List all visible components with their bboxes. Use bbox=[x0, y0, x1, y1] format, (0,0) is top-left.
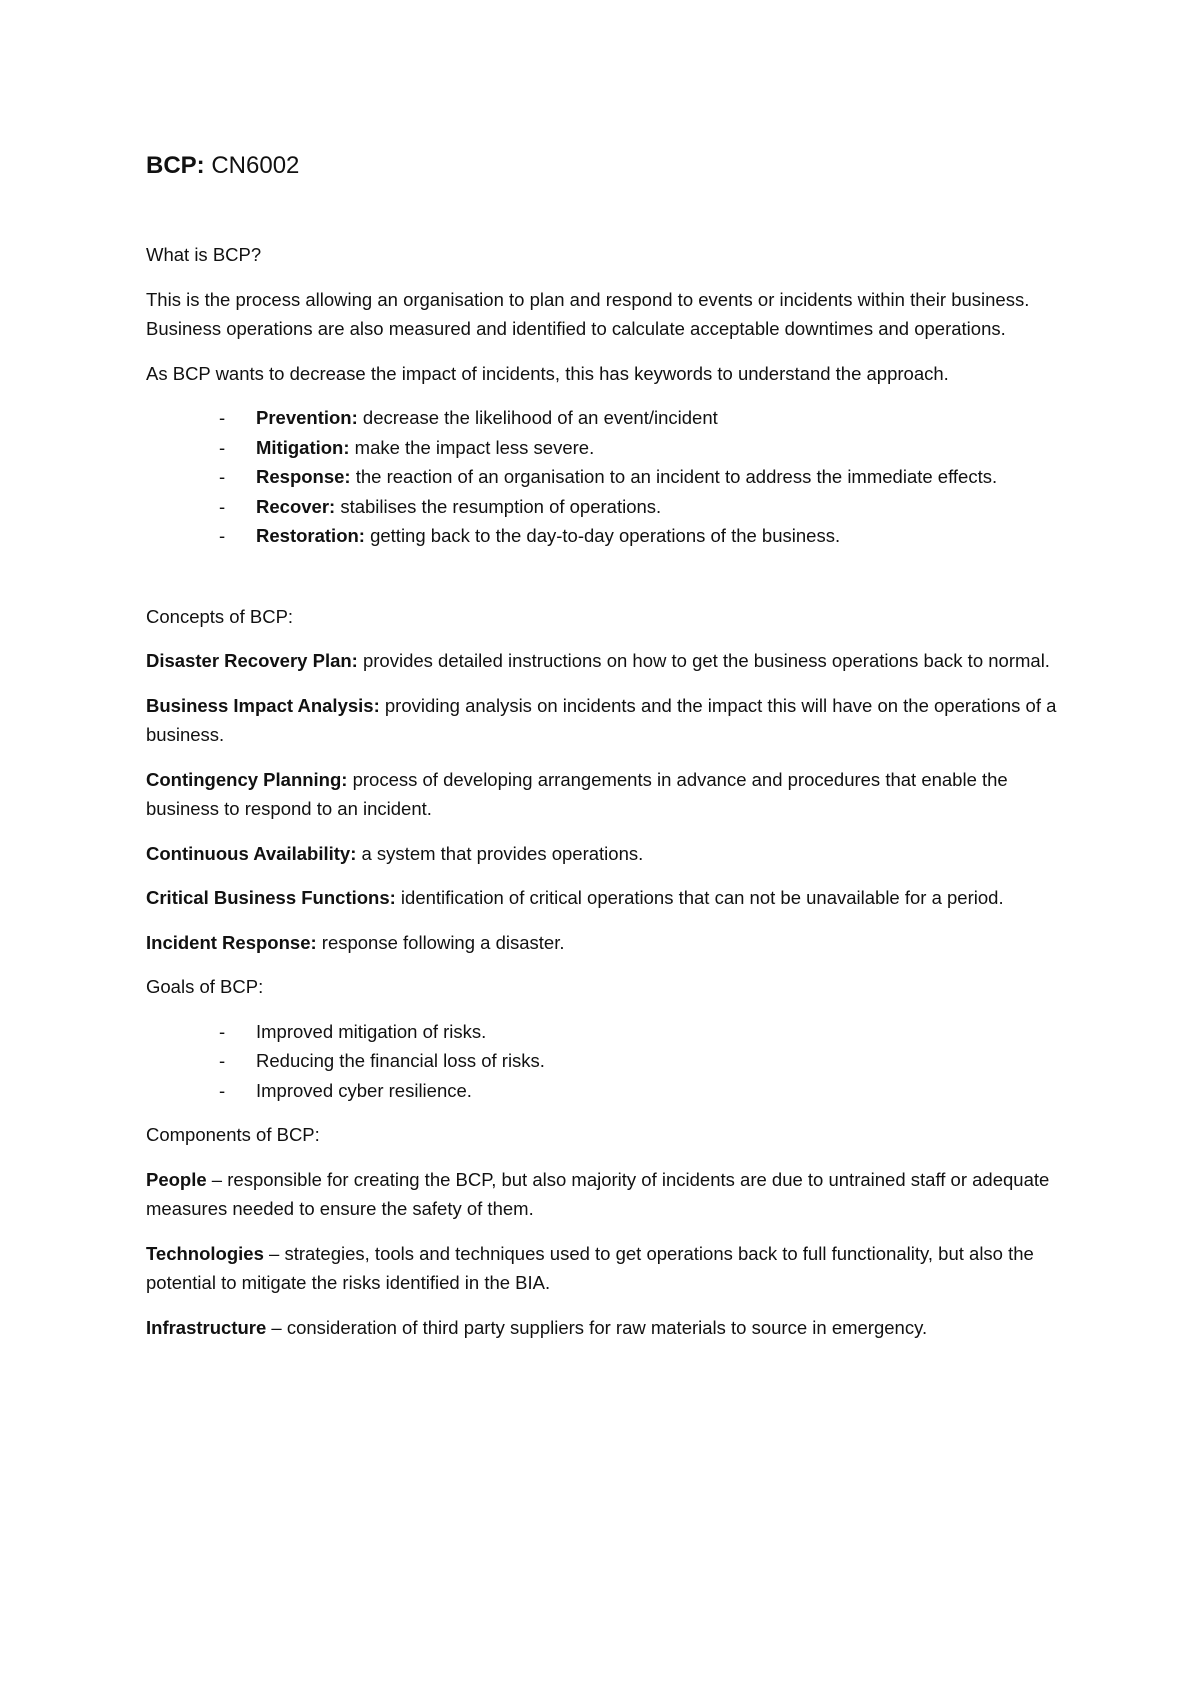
concept-item bbox=[146, 883, 1080, 913]
intro-definition: This is the process allowing an organisation to plan and respond to events or incidents within their business. Business operations are also measured and identified to calculate acceptable downtimes and operations. bbox=[146, 288, 1030, 339]
dash-bullet: - bbox=[219, 407, 226, 428]
title-bold: BCP: bbox=[146, 152, 205, 179]
concept-term: Critical Business Functions: bbox=[146, 887, 396, 908]
component-term: Infrastructure bbox=[146, 1316, 267, 1338]
goal-item bbox=[146, 1076, 1080, 1106]
concept-item bbox=[146, 646, 1080, 676]
keyword-item bbox=[146, 521, 1080, 551]
keywords-lead: As BCP wants to decrease the impact of incidents, this has keywords to understand the approach. bbox=[146, 362, 949, 384]
concept-term: Contingency Planning: bbox=[146, 768, 348, 790]
keyword-item bbox=[146, 492, 1080, 522]
concept-item bbox=[146, 765, 1080, 824]
dash-bullet: - bbox=[219, 1020, 226, 1042]
concept-item bbox=[146, 928, 1080, 958]
concepts-heading: Concepts of BCP: bbox=[146, 605, 294, 627]
intro-question: What is BCP? bbox=[146, 244, 262, 265]
concept-term: Business Impact Analysis: bbox=[146, 694, 380, 716]
dash-bullet: - bbox=[219, 495, 226, 517]
concept-text: provides detailed instructions on how to get the business operations back to normal. bbox=[357, 650, 1050, 671]
keyword-text: decrease the likelihood of an event/incident bbox=[357, 407, 718, 428]
spacer bbox=[146, 566, 1080, 602]
keyword-term: Restoration: bbox=[256, 525, 365, 546]
keyword-text: stabilises the resumption of operations. bbox=[335, 495, 662, 517]
component-term: Technologies bbox=[146, 1242, 264, 1264]
keyword-item bbox=[146, 403, 1080, 433]
concept-text: a system that provides operations. bbox=[356, 842, 644, 864]
concept-item bbox=[146, 691, 1080, 750]
concept-term: Continuous Availability: bbox=[146, 842, 357, 864]
concept-text: identification of critical operations that can not be unavailable for a period. bbox=[395, 887, 1004, 908]
goal-text: Improved cyber resilience. bbox=[256, 1079, 472, 1101]
concept-text: response following a disaster. bbox=[316, 931, 565, 953]
concept-term: Incident Response: bbox=[146, 931, 317, 953]
keyword-term: Recover: bbox=[256, 495, 336, 517]
concept-term: Disaster Recovery Plan: bbox=[146, 650, 358, 671]
keywords-list bbox=[146, 403, 1080, 551]
component-text: – consideration of third party suppliers for raw materials to source in emergency. bbox=[266, 1316, 928, 1338]
component-text: – responsible for creating the BCP, but also majority of incidents are due to untrained staff or adequate measures needed to ensure the safety of them. bbox=[146, 1168, 1050, 1219]
dash-bullet: - bbox=[219, 466, 226, 487]
dash-bullet: - bbox=[219, 1079, 226, 1101]
component-item bbox=[146, 1313, 1080, 1343]
keyword-item bbox=[146, 433, 1080, 463]
title-rest: CN6002 bbox=[204, 152, 300, 179]
goal-text: Improved mitigation of risks. bbox=[256, 1020, 487, 1042]
keyword-term: Prevention: bbox=[256, 407, 358, 428]
component-item bbox=[146, 1165, 1080, 1224]
component-item bbox=[146, 1239, 1080, 1298]
components-heading: Components of BCP: bbox=[146, 1124, 320, 1145]
component-term: People bbox=[146, 1168, 207, 1190]
document-title bbox=[146, 150, 1080, 182]
goals-heading: Goals of BCP: bbox=[146, 976, 264, 997]
keyword-term: Mitigation: bbox=[256, 436, 350, 458]
keyword-text: getting back to the day-to-day operations of the business. bbox=[364, 525, 841, 546]
component-text: – strategies, tools and techniques used to get operations back to full functionality, but also the potential to mitigate the risks identified in the BIA. bbox=[146, 1242, 1034, 1293]
goal-item bbox=[146, 1017, 1080, 1047]
goal-item bbox=[146, 1046, 1080, 1076]
keyword-item bbox=[146, 462, 1080, 492]
keyword-term: Response: bbox=[256, 466, 351, 487]
goals-list bbox=[146, 1017, 1080, 1106]
dash-bullet: - bbox=[219, 1050, 226, 1071]
dash-bullet: - bbox=[219, 525, 226, 546]
concept-text: process of developing arrangements in advance and procedures that enable the business to respond to an incident. bbox=[146, 768, 1008, 819]
goal-text: Reducing the financial loss of risks. bbox=[256, 1050, 545, 1071]
keyword-text: the reaction of an organisation to an incident to address the immediate effects. bbox=[350, 466, 998, 487]
concept-text: providing analysis on incidents and the impact this will have on the operations of a business. bbox=[146, 694, 1057, 745]
dash-bullet: - bbox=[219, 436, 226, 458]
keyword-text: make the impact less severe. bbox=[349, 436, 595, 458]
concept-item bbox=[146, 839, 1080, 869]
